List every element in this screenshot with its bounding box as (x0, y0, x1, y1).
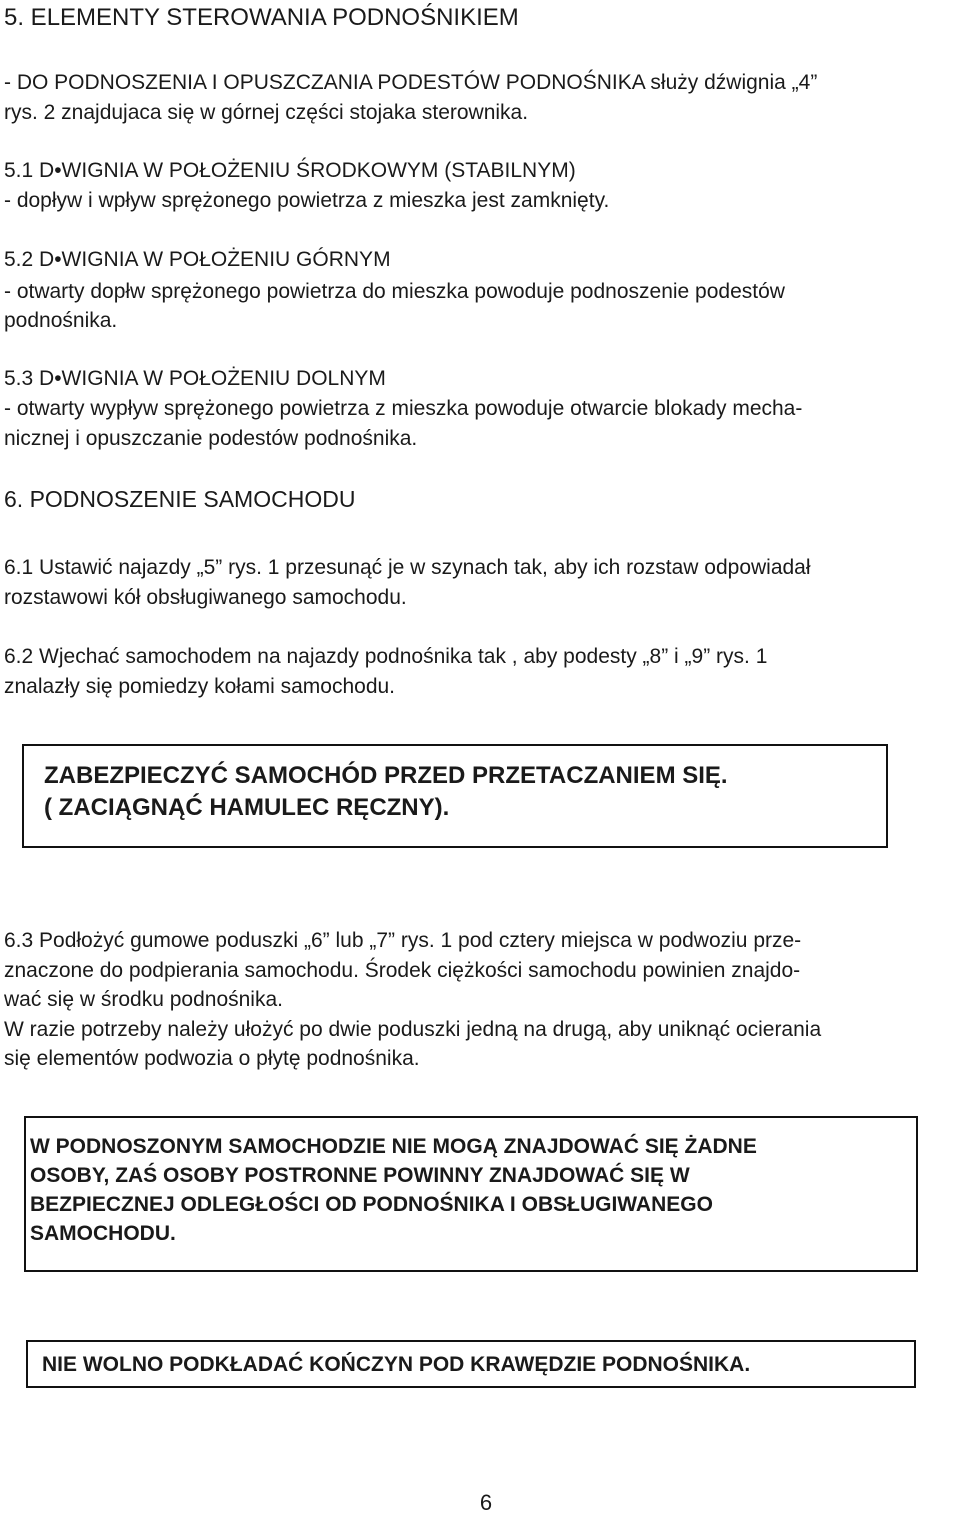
subsection-5-2-text-line-2: podnośnika. (4, 309, 118, 332)
subsection-5-3-text-line-2: nicznej i opuszczanie podestów podnośnika. (4, 427, 418, 450)
warning-box-secure-vehicle-line-2: ( ZACIĄGNĄĆ HAMULEC RĘCZNY). (44, 794, 450, 821)
subsection-6-3-line-2: znaczone do podpierania samochodu. Środek ciężkości samochodu powinien znajdo- (4, 959, 801, 982)
warning-box-no-persons-line-2: OSOBY, ZAŚ OSOBY POSTRONNE POWINNY ZNAJDOWAĆ SIĘ W (30, 1164, 690, 1187)
subsection-6-2-line-2: znalazły się pomiedzy kołami samochodu. (4, 675, 396, 698)
subsection-5-3-text-line-1: - otwarty wypływ sprężonego powietrza z mieszka powoduje otwarcie blokady mecha- (4, 397, 803, 420)
subsection-6-3-line-5: się elementów podwozia o płytę podnośnika. (4, 1047, 420, 1070)
subsection-6-2-line-1: 6.2 Wjechać samochodem na najazdy podnośnika tak , aby podesty „8” i „9” rys. 1 (4, 645, 768, 668)
warning-box-no-persons-line-3: BEZPIECZNEJ ODLEGŁOŚCI OD PODNOŚNIKA I OBSŁUGIWANEGO (30, 1193, 713, 1216)
subsection-6-3-line-3: wać się w środku podnośnika. (4, 988, 283, 1011)
warning-box-secure-vehicle-line-1: ZABEZPIECZYĆ SAMOCHÓD PRZED PRZETACZANIEM SIĘ. (44, 762, 728, 789)
section-5-intro-line-2: rys. 2 znajdujaca się w górnej części stojaka sterownika. (4, 101, 529, 124)
subsection-5-2-text-line-1: - otwarty dopłw sprężonego powietrza do mieszka powoduje podnoszenie podestów (4, 280, 785, 303)
warning-box-limbs-text: NIE WOLNO PODKŁADAĆ KOŃCZYN POD KRAWĘDZIE PODNOŚNIKA. (42, 1353, 751, 1376)
section-5-intro-line-1: - DO PODNOSZENIA I OPUSZCZANIA PODESTÓW PODNOŚNIKA służy dźwignia „4” (4, 71, 818, 94)
subsection-6-3-line-4: W razie potrzeby należy ułożyć po dwie poduszki jedną na drugą, aby uniknąć ocierania (4, 1018, 822, 1041)
page-number: 6 (479, 1490, 493, 1515)
subsection-5-1-text: - dopływ i wpływ sprężonego powietrza z mieszka jest zamknięty. (4, 189, 610, 212)
warning-box-no-persons (24, 1116, 918, 1272)
warning-box-no-persons-line-4: SAMOCHODU. (30, 1222, 176, 1245)
subsection-6-3-line-1: 6.3 Podłożyć gumowe poduszki „6” lub „7” rys. 1 pod cztery miejsca w podwoziu prze- (4, 929, 802, 952)
subsection-5-1-title: 5.1 D•WIGNIA W POŁOŻENIU ŚRODKOWYM (STABILNYM) (4, 159, 576, 182)
warning-box-limbs (26, 1340, 916, 1388)
subsection-6-1-line-1: 6.1 Ustawić najazdy „5” rys. 1 przesunąć je w szynach tak, aby ich rozstaw odpowiadał (4, 556, 811, 579)
warning-box-no-persons-line-1: W PODNOSZONYM SAMOCHODZIE NIE MOGĄ ZNAJDOWAĆ SIĘ ŻADNE (30, 1135, 757, 1158)
subsection-6-1-line-2: rozstawowi kół obsługiwanego samochodu. (4, 586, 407, 609)
subsection-5-2-title: 5.2 D•WIGNIA W POŁOŻENIU GÓRNYM (4, 248, 391, 271)
warning-box-secure-vehicle (22, 744, 888, 848)
section-6-heading: 6. PODNOSZENIE SAMOCHODU (4, 486, 356, 512)
subsection-5-3-title: 5.3 D•WIGNIA W POŁOŻENIU DOLNYM (4, 367, 386, 390)
section-5-heading: 5. ELEMENTY STEROWANIA PODNOŚNIKIEM (4, 4, 519, 31)
